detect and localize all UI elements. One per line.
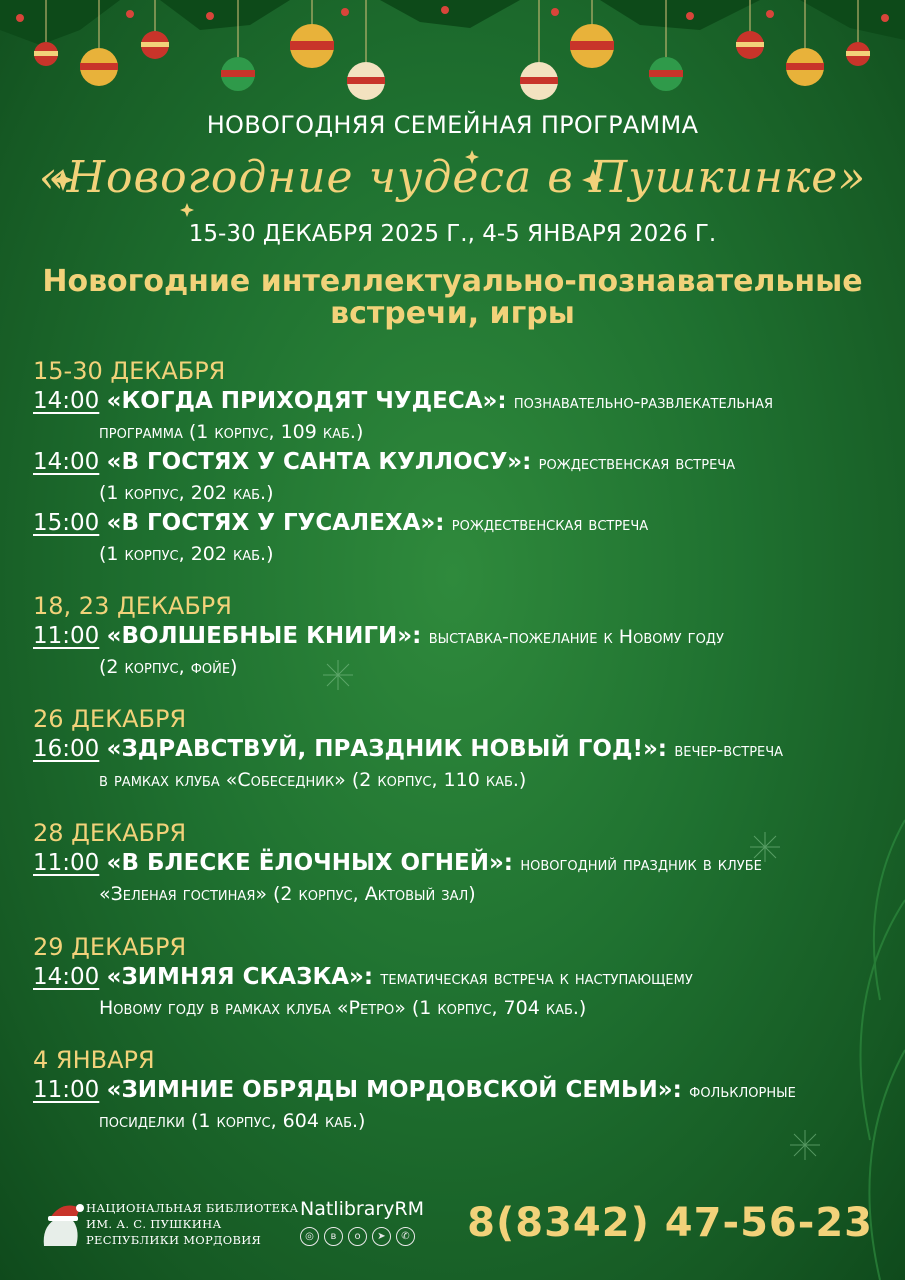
ok-icon[interactable]: о bbox=[348, 1227, 367, 1246]
event-details: программа (1 корпус, 109 каб.) bbox=[99, 421, 364, 443]
program-title: «Новогодние чудеса в Пушкинке» bbox=[38, 152, 867, 203]
event-name: «ЗДРАВСТВУЙ, ПРАЗДНИК НОВЫЙ ГОД!»: bbox=[106, 736, 667, 762]
event-description: познавательно-развлекательная bbox=[513, 391, 774, 413]
event-details: (2 корпус, фойе) bbox=[99, 656, 238, 678]
event-name: «КОГДА ПРИХОДЯТ ЧУДЕСА»: bbox=[106, 388, 507, 414]
schedule-section bbox=[33, 591, 873, 682]
library-name-line: НАЦИОНАЛЬНАЯ БИБЛИОТЕКА bbox=[86, 1201, 299, 1215]
social-handle: NatlibraryRM bbox=[300, 1198, 425, 1220]
section-date: 29 ДЕКАБРЯ bbox=[33, 933, 187, 961]
section-date: 26 ДЕКАБРЯ bbox=[33, 705, 187, 733]
event-details: посиделки (1 корпус, 604 каб.) bbox=[99, 1110, 366, 1132]
telegram-icon[interactable]: ➤ bbox=[372, 1227, 391, 1246]
subtitle-line: Новогодние интеллектуально-познавательные bbox=[42, 264, 863, 299]
program-dates: 15-30 ДЕКАБРЯ 2025 Г., 4-5 ЯНВАРЯ 2026 Г. bbox=[188, 221, 717, 247]
event-item bbox=[33, 848, 873, 909]
schedule-section bbox=[33, 932, 873, 1023]
program-subtitle bbox=[0, 266, 905, 330]
event-name: «ЗИМНЯЯ СКАЗКА»: bbox=[106, 964, 374, 990]
vk-icon[interactable]: в bbox=[324, 1227, 343, 1246]
event-description: рождественская встреча bbox=[451, 513, 649, 535]
event-time: 14:00 bbox=[33, 449, 100, 475]
section-date: 15-30 ДЕКАБРЯ bbox=[33, 357, 226, 385]
event-details: в рамках клуба «Собеседник» (2 корпус, 110 каб.) bbox=[99, 769, 527, 791]
event-time: 14:00 bbox=[33, 388, 100, 414]
program-heading: НОВОГОДНЯЯ СЕМЕЙНАЯ ПРОГРАММА bbox=[206, 111, 699, 139]
library-name bbox=[86, 1200, 299, 1248]
schedule-section bbox=[33, 356, 873, 569]
section-date: 4 ЯНВАРЯ bbox=[33, 1046, 155, 1074]
social-icons bbox=[300, 1227, 415, 1246]
event-time: 11:00 bbox=[33, 1077, 100, 1103]
library-name-line: ИМ. А. С. ПУШКИНА bbox=[86, 1217, 222, 1231]
event-time: 11:00 bbox=[33, 623, 100, 649]
event-time: 16:00 bbox=[33, 736, 100, 762]
event-details: Новому году в рамках клуба «Ретро» (1 корпус, 704 каб.) bbox=[99, 997, 587, 1019]
event-description: тематическая встреча к наступающему bbox=[380, 967, 693, 989]
event-name: «ВОЛШЕБНЫЕ КНИГИ»: bbox=[106, 623, 422, 649]
event-item bbox=[33, 962, 873, 1023]
event-description: выставка-пожелание к Новому году bbox=[428, 626, 724, 648]
globe-icon[interactable]: ◎ bbox=[300, 1227, 319, 1246]
schedule-section bbox=[33, 1045, 873, 1136]
library-name-line: РЕСПУБЛИКИ МОРДОВИЯ bbox=[86, 1233, 262, 1247]
event-details: (1 корпус, 202 каб.) bbox=[99, 543, 274, 565]
event-details: «Зеленая гостиная» (2 корпус, Актовый зал) bbox=[99, 883, 476, 905]
event-description: вечер-встреча bbox=[674, 739, 784, 761]
phone-number: 8(8342) 47-56-23 bbox=[467, 1200, 873, 1246]
subtitle-line: встречи, игры bbox=[330, 296, 575, 331]
event-description: рождественская встреча bbox=[538, 452, 736, 474]
library-logo-icon bbox=[36, 1198, 84, 1250]
event-name: «ЗИМНИЕ ОБРЯДЫ МОРДОВСКОЙ СЕМЬИ»: bbox=[106, 1077, 682, 1103]
event-name: «В ГОСТЯХ У САНТА КУЛЛОСУ»: bbox=[106, 449, 532, 475]
event-time: 14:00 bbox=[33, 964, 100, 990]
event-item bbox=[33, 1075, 873, 1136]
event-name: «В ГОСТЯХ У ГУСАЛЕХА»: bbox=[106, 510, 445, 536]
event-item bbox=[33, 621, 873, 682]
event-item bbox=[33, 447, 873, 508]
event-name: «В БЛЕСКЕ ЁЛОЧНЫХ ОГНЕЙ»: bbox=[106, 850, 513, 876]
event-item bbox=[33, 386, 873, 447]
event-description: фольклорные bbox=[689, 1080, 796, 1102]
event-item bbox=[33, 508, 873, 569]
event-details: (1 корпус, 202 каб.) bbox=[99, 482, 274, 504]
section-date: 18, 23 ДЕКАБРЯ bbox=[33, 592, 232, 620]
event-time: 11:00 bbox=[33, 850, 100, 876]
event-item bbox=[33, 734, 873, 795]
schedule-section bbox=[33, 818, 873, 909]
event-time: 15:00 bbox=[33, 510, 100, 536]
schedule-section bbox=[33, 704, 873, 795]
viber-icon[interactable]: ✆ bbox=[396, 1227, 415, 1246]
event-description: новогодний праздник в клубе bbox=[520, 853, 762, 875]
section-date: 28 ДЕКАБРЯ bbox=[33, 819, 187, 847]
